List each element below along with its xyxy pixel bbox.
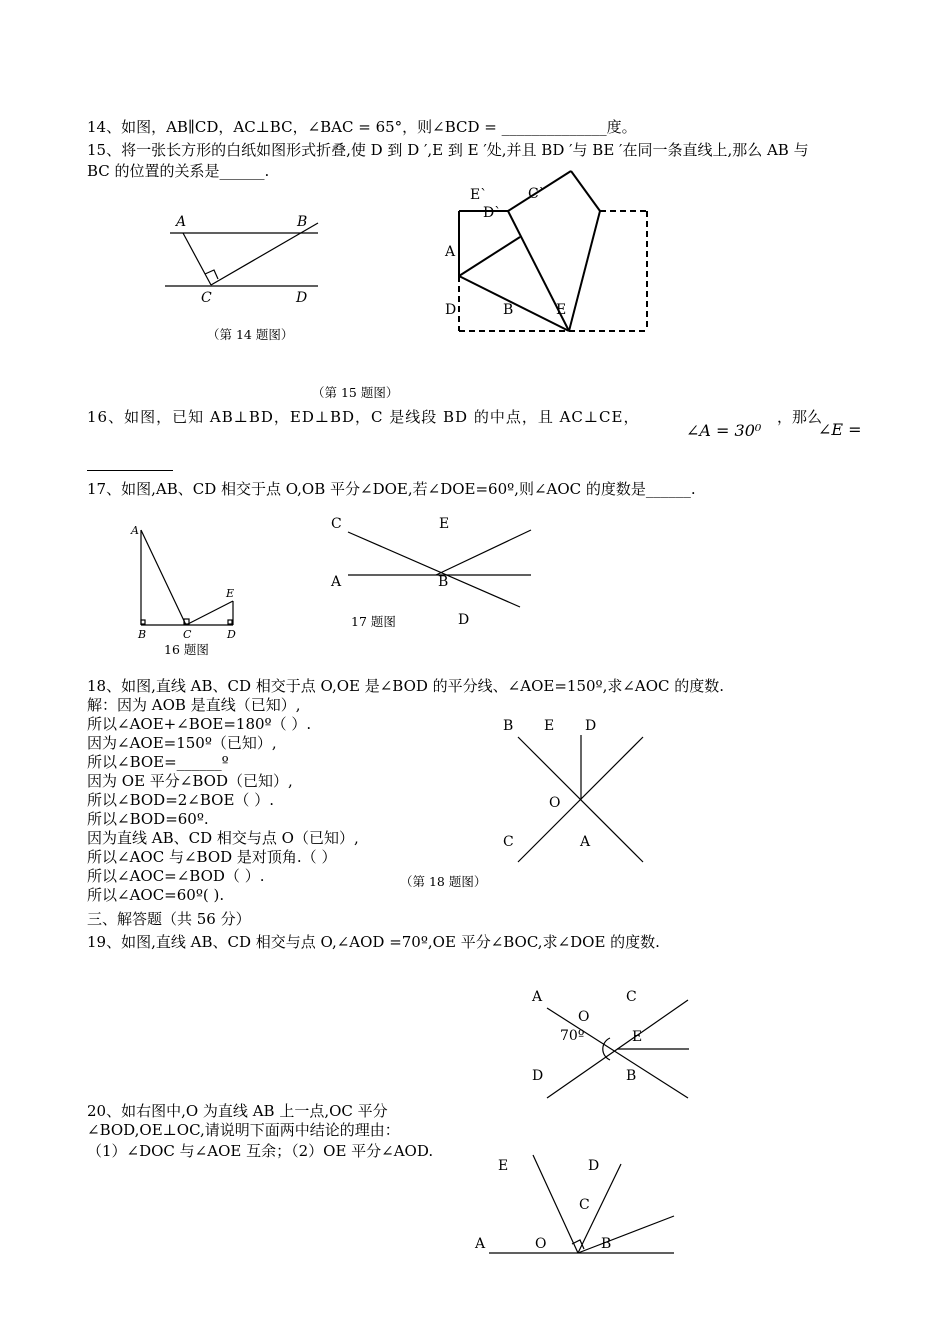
fig17-label-c: C (331, 516, 342, 532)
figure-17 (348, 530, 531, 607)
fig19-label-a: A (532, 989, 543, 1005)
fig18-label-a: A (580, 834, 591, 850)
fig15-label-e-prime: E` (470, 187, 488, 203)
question-17: 17、如图,AB、CD 相交于点 O,OB 平分∠DOE,若∠DOE=60º,则∠AOC 的度数是______. (87, 480, 696, 498)
fig15-label-a: A (445, 244, 456, 260)
fig15-label-d: D (445, 302, 457, 318)
fig16-label-c: C (183, 628, 192, 641)
q18-line-4: 所以∠BOE=______º (87, 753, 229, 771)
q18-line-1: 解：因为 AOB 是直线（已知）, (87, 696, 301, 714)
q18-line-2: 所以∠AOE+∠BOE=180º（ ）. (87, 715, 312, 733)
fig14-segment-cb (211, 223, 318, 285)
fig18-label-c: C (503, 834, 514, 850)
fig15-caption: （第 15 题图） (312, 385, 399, 400)
figure-19 (547, 1000, 689, 1098)
q18-line-11: 所以∠AOC=60º( ). (87, 886, 225, 904)
fig19-label-d: D (532, 1068, 544, 1084)
q20-line-1: ∠BOD,OE⊥OC,请说明下面两中结论的理由： (87, 1121, 400, 1139)
fig20-label-d: D (588, 1158, 600, 1174)
fig15-label-b: B (503, 302, 514, 318)
fig17-label-a: A (331, 574, 342, 590)
fig17-label-b: B (438, 574, 449, 590)
section-3-heading: 三、解答题（共 56 分） (87, 910, 251, 928)
fig16-label-d: D (227, 628, 236, 641)
q16-angle-e: ∠E = (818, 420, 862, 439)
fig15-label-c-prime: C` (528, 186, 546, 202)
question-16: 16、如图，已知 AB⊥BD，ED⊥BD，C 是线段 BD 的中点，且 AC⊥CE， (87, 408, 640, 426)
fig17-label-d: D (458, 612, 470, 628)
fig18-caption: （第 18 题图） (400, 874, 487, 889)
fig14-label-d: D (296, 290, 308, 306)
fig18-label-e: E (544, 718, 555, 734)
fig18-label-o: O (549, 795, 561, 811)
q18-line-5: 因为 OE 平分∠BOD（已知）, (87, 772, 293, 790)
fig14-label-c: C (201, 290, 212, 306)
q20-line-2: （1）∠DOC 与∠AOE 互余；（2）OE 平分∠AOD. (87, 1142, 434, 1160)
fig19-label-c: C (626, 989, 637, 1005)
fig19-label-70deg: 70º (560, 1028, 585, 1044)
fig19-label-e: E (632, 1029, 643, 1045)
fig17-label-e: E (439, 516, 450, 532)
q18-line-7: 所以∠BOD=60º. (87, 810, 209, 828)
fig15-label-e: E (556, 302, 567, 318)
fig14-label-a: A (176, 214, 187, 230)
fig14-label-b: B (297, 214, 308, 230)
question-19: 19、如图,直线 AB、CD 相交与点 O,∠AOD =70º,OE 平分∠BOC,求∠DOE 的度数. (87, 933, 660, 951)
q18-line-9: 所以∠AOC 与∠BOD 是对顶角.（ ） (87, 848, 337, 866)
q18-line-3: 因为∠AOE=150º（已知）, (87, 734, 277, 752)
q18-line-0: 18、如图,直线 AB、CD 相交于点 O,OE 是∠BOD 的平分线、∠AOE=150º,求∠AOC 的度数. (87, 677, 725, 695)
fig14-caption: （第 14 题图） (207, 327, 294, 342)
fig17-caption: 17 题图 (351, 614, 396, 629)
q18-line-10: 所以∠AOC=∠BOD（ ）. (87, 867, 265, 885)
fig18-label-d: D (585, 718, 597, 734)
fig18-label-b: B (503, 718, 514, 734)
fig16-label-a: A (131, 524, 139, 537)
figure-16 (141, 530, 233, 625)
question-15-line1: 15、将一张长方形的白纸如图形式折叠,使 D 到 D ′,E 到 E ′处,并且 BD ′与 BE ′在同一条直线上,那么 AB 与 (87, 141, 809, 159)
fig19-label-o: O (578, 1009, 590, 1025)
fig20-label-e: E (498, 1158, 509, 1174)
fig20-label-o: O (535, 1236, 547, 1252)
fig16-caption: 16 题图 (164, 642, 209, 657)
q16-angle-a: ∠A = 30⁰ (686, 421, 762, 440)
q18-line-6: 所以∠BOD=2∠BOE（ ）. (87, 791, 274, 809)
q16-then: ，那么 (777, 408, 823, 426)
figure-14 (165, 223, 318, 286)
question-14: 14、如图，AB∥CD，AC⊥BC，∠BAC = 65°，则∠BCD = ______________度。 (87, 118, 637, 136)
fig20-label-a: A (475, 1236, 486, 1252)
fig14-segment-ac (183, 233, 211, 285)
fig16-label-e: E (226, 587, 235, 600)
question-15-line2: BC 的位置的关系是______. (87, 162, 270, 180)
fig16-label-b: B (138, 628, 147, 641)
q20-line-0: 20、如右图中,O 为直线 AB 上一点,OC 平分 (87, 1102, 388, 1120)
fig19-label-b: B (626, 1068, 637, 1084)
q18-line-8: 因为直线 AB、CD 相交与点 O（已知）, (87, 829, 359, 847)
fig20-label-c: C (579, 1197, 590, 1213)
fig20-label-b: B (601, 1236, 612, 1252)
fig15-label-d-prime: D` (483, 205, 502, 221)
